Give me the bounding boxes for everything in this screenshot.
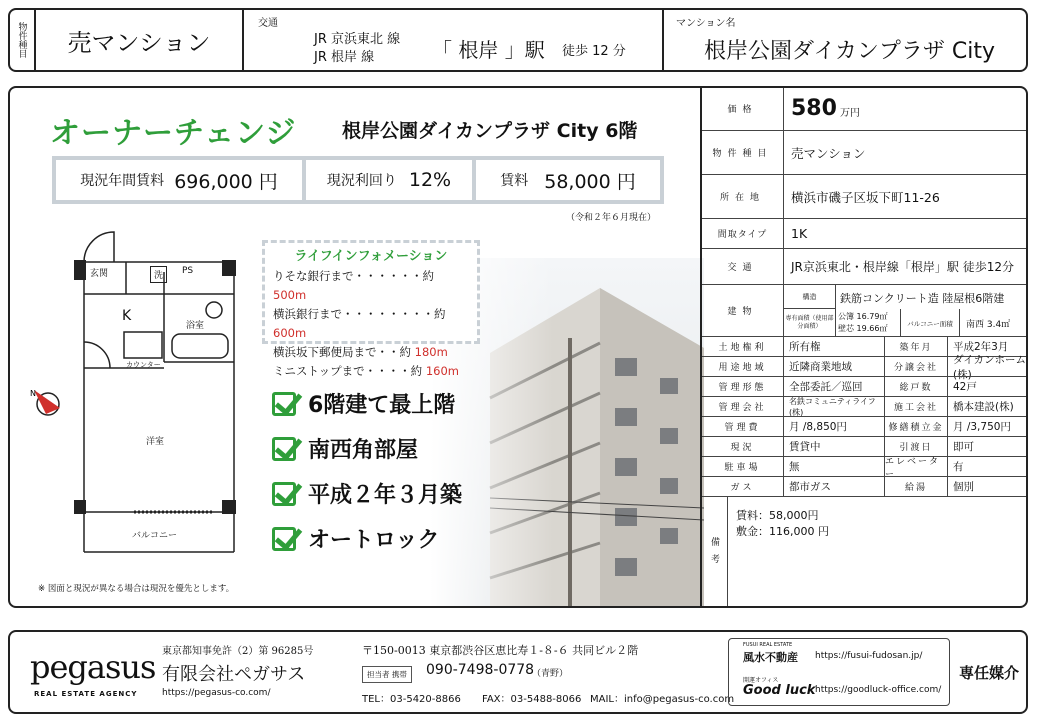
table-label: 引渡日: [884, 437, 948, 456]
floor-plan: [54, 222, 244, 582]
contact-person: （青野）: [532, 669, 569, 679]
tel-number[interactable]: TEL：03-5420-8866: [362, 694, 461, 705]
company-address: 〒150-0013 東京都渋谷区恵比寿１-８-６ 共同ビル２階: [362, 644, 639, 657]
table-value: 平成2年3月: [953, 341, 1009, 353]
table-row: [702, 416, 1028, 436]
kind-label: 物件種目: [16, 22, 27, 58]
plan-label-ps: PS: [182, 266, 194, 276]
stat-annual-rent: [56, 160, 306, 200]
table-value: 所有権: [789, 341, 821, 353]
table-row: [702, 353, 1028, 381]
mansion-cell: [664, 10, 1026, 70]
area-label: 専有面積（使用部分面積）: [784, 309, 836, 337]
building-floor: 根岸公園ダイカンプラザ City 6階: [342, 120, 638, 142]
plan-label-k: K: [122, 308, 132, 324]
table-value: 賃貸中: [789, 441, 821, 453]
property-table: [700, 86, 1028, 608]
row-price: [702, 86, 1028, 130]
goodluck-logo: Good luck: [743, 683, 816, 698]
label-layout: 間取タイプ: [702, 219, 784, 248]
fax-number: FAX：03-5488-8066: [482, 694, 582, 705]
feature-item: 南西角部屋: [272, 433, 418, 464]
row-building: [702, 284, 1028, 336]
floor-plan-note: ※ 図面と現況が異なる場合は現況を優先とします。: [38, 584, 235, 594]
value-layout: 1K: [791, 226, 808, 241]
table-label: ガス: [702, 477, 784, 496]
plan-label-counter: カウンター: [126, 361, 161, 369]
fusui-logo: 風水不動産: [743, 651, 798, 664]
table-label: 土地権利: [702, 337, 784, 356]
table-value: 無: [789, 461, 800, 473]
mail-link[interactable]: MAIL：info@pegasus-co.com: [590, 694, 735, 705]
table-value: 全部委託／巡回: [789, 381, 863, 393]
header-bar: [8, 8, 1028, 72]
transit-line1: JR 京浜東北 線: [314, 32, 401, 47]
company-site-link[interactable]: https://pegasus-co.com/: [162, 688, 271, 698]
transit-label: 交通: [258, 18, 278, 29]
row-remarks: [702, 496, 1028, 608]
mobile-number[interactable]: 090-7498-0778: [426, 662, 535, 678]
mansion-label: マンション名: [676, 18, 736, 29]
kind-value: 売マンション: [67, 28, 211, 57]
exclusive-label-cell: [950, 632, 1028, 712]
headline: オーナーチェンジ: [50, 116, 297, 151]
table-row: [702, 456, 1028, 480]
stat-label: 現況年間賃料: [80, 173, 165, 189]
table-value: ダイカンホーム(株): [953, 353, 1026, 381]
stat-value: 58,000 円: [544, 170, 636, 193]
table-row: [702, 436, 1028, 456]
table-row: [702, 396, 1028, 416]
table-label: 管理形態: [702, 377, 784, 396]
life-info-box: [262, 240, 480, 378]
life-info-item: ミニストップまで・・・・約 160m: [273, 364, 459, 378]
as-of-date: （令和２年６月現在）: [566, 213, 657, 223]
table-label: 給湯: [884, 477, 948, 496]
check-icon: [272, 392, 296, 416]
balcony-label: バルコニー面積: [900, 309, 960, 337]
struct-value: 鉄筋コンクリート造 陸屋根6階建: [840, 292, 1005, 305]
label-address: 所在地: [702, 175, 784, 218]
table-label: 総戸数: [884, 377, 948, 396]
struct-label: 構造: [784, 285, 836, 309]
remarks-line1: 賃料：58,000円: [736, 509, 819, 522]
plan-label-genkan: 玄関: [90, 269, 109, 279]
table-value: 名鉄コミュニティライフ(株): [789, 396, 876, 417]
life-info-item: りそな銀行まで・・・・・・約 500m: [273, 269, 434, 302]
plan-label-bath: 浴室: [186, 321, 205, 331]
label-remarks: 備考: [702, 497, 728, 608]
goodluck-small: 開運オフィス: [743, 677, 779, 684]
table-value: 橋本建設(株): [953, 401, 1014, 413]
table-label: 修繕積立金: [884, 417, 948, 436]
table-label: 施工会社: [884, 397, 948, 416]
table-value: 月 /8,850円: [789, 421, 847, 433]
feature-item: 6階建て最上階: [272, 388, 455, 419]
exclusive-label: 専任媒介: [958, 663, 1019, 682]
table-row: [702, 376, 1028, 396]
station-name: 「 根岸 」駅: [432, 38, 545, 62]
table-value: 都市ガス: [789, 481, 831, 493]
area-value1: 公簿 16.79㎡: [838, 312, 888, 321]
value-price: 580 万円: [791, 95, 860, 121]
table-label: 駐車場: [702, 457, 784, 476]
transit-cell: [244, 10, 664, 70]
kind-value-cell: [36, 10, 244, 70]
stat-value: 696,000 円: [174, 170, 278, 193]
table-label: 分譲会社: [884, 357, 948, 376]
life-info-title: ライフインフォメーション: [294, 249, 448, 264]
row-address: [702, 174, 1028, 218]
walk-time: 徒歩 12 分: [562, 44, 626, 59]
table-value: 即可: [953, 441, 974, 453]
kind-label-cell: [10, 10, 36, 70]
table-value: 近隣商業地域: [789, 361, 852, 373]
table-label: 管理費: [702, 417, 784, 436]
main-panel: [8, 86, 1028, 608]
stat-label: 現況利回り: [326, 173, 397, 189]
stat-value: 12%: [408, 169, 452, 191]
balcony-value: 南西 3.4㎡: [966, 320, 1011, 330]
plan-label-balcony: バルコニー: [132, 531, 178, 541]
transit-line2: JR 根岸 線: [314, 50, 375, 65]
label-building: 建物: [702, 285, 784, 336]
contact-label: 担当者 携帯: [362, 666, 412, 683]
detail-rows: [702, 336, 1028, 496]
plan-label-sen: 洗: [150, 266, 167, 283]
table-label: 現況: [702, 437, 784, 456]
table-value: 個別: [953, 481, 974, 493]
svg-text:N: N: [30, 389, 36, 398]
row-traffic: [702, 248, 1028, 284]
value-traffic: JR京浜東北・根岸線「根岸」駅 徒歩12分: [791, 260, 1014, 274]
table-value: 有: [953, 461, 964, 473]
company-name: 有限会社ペガサス: [162, 664, 306, 685]
mansion-name: 根岸公園ダイカンプラザ City: [704, 39, 996, 64]
feature-item: オートロック: [272, 523, 440, 554]
stats-bar: [52, 156, 664, 204]
table-value: 月 /3,750円: [953, 421, 1011, 433]
life-info-item: 横浜銀行まで・・・・・・・・約 600m: [273, 307, 446, 340]
check-icon: [272, 527, 296, 551]
pegasus-logo-sub: REAL ESTATE AGENCY: [34, 690, 138, 698]
fusui-link[interactable]: https://fusui-fudosan.jp/: [815, 651, 923, 661]
stat-yield: [306, 160, 476, 200]
value-address: 横浜市磯子区坂下町11-26: [791, 189, 940, 205]
table-row: [702, 476, 1028, 496]
remarks-line2: 敷金：116,000 円: [736, 525, 829, 538]
compass-icon: [28, 384, 68, 424]
plan-label-room: 洋室: [146, 437, 165, 447]
fusui-small: FUSUI REAL ESTATE: [743, 642, 793, 648]
area-value2: 壁芯 19.66㎡: [838, 324, 888, 333]
feature-item: 平成２年３月築: [272, 478, 462, 509]
life-info-item: 横浜坂下郵便局まで・・約 180m: [273, 345, 448, 359]
pegasus-logo: pegasus: [30, 648, 156, 686]
goodluck-link[interactable]: https://goodluck-office.com/: [815, 685, 942, 695]
table-label: 築年月: [884, 337, 948, 356]
stat-rent: [476, 160, 660, 200]
table-label: 管理会社: [702, 397, 784, 416]
value-kind: 売マンション: [791, 145, 866, 161]
partner-box: [728, 638, 950, 706]
table-label: 用途地域: [702, 357, 784, 376]
row-layout: [702, 218, 1028, 248]
label-price: 価格: [702, 86, 784, 130]
label-traffic: 交通: [702, 249, 784, 284]
table-value: 42戸: [953, 381, 977, 393]
check-icon: [272, 437, 296, 461]
check-icon: [272, 482, 296, 506]
license: 東京都知事免許（2）第 96285号: [162, 646, 314, 657]
row-kind: [702, 130, 1028, 174]
footer-bar: [8, 630, 1028, 714]
table-label: エレベーター: [884, 457, 948, 476]
label-kind: 物件種目: [702, 131, 784, 174]
stat-label: 賃料: [500, 173, 529, 189]
